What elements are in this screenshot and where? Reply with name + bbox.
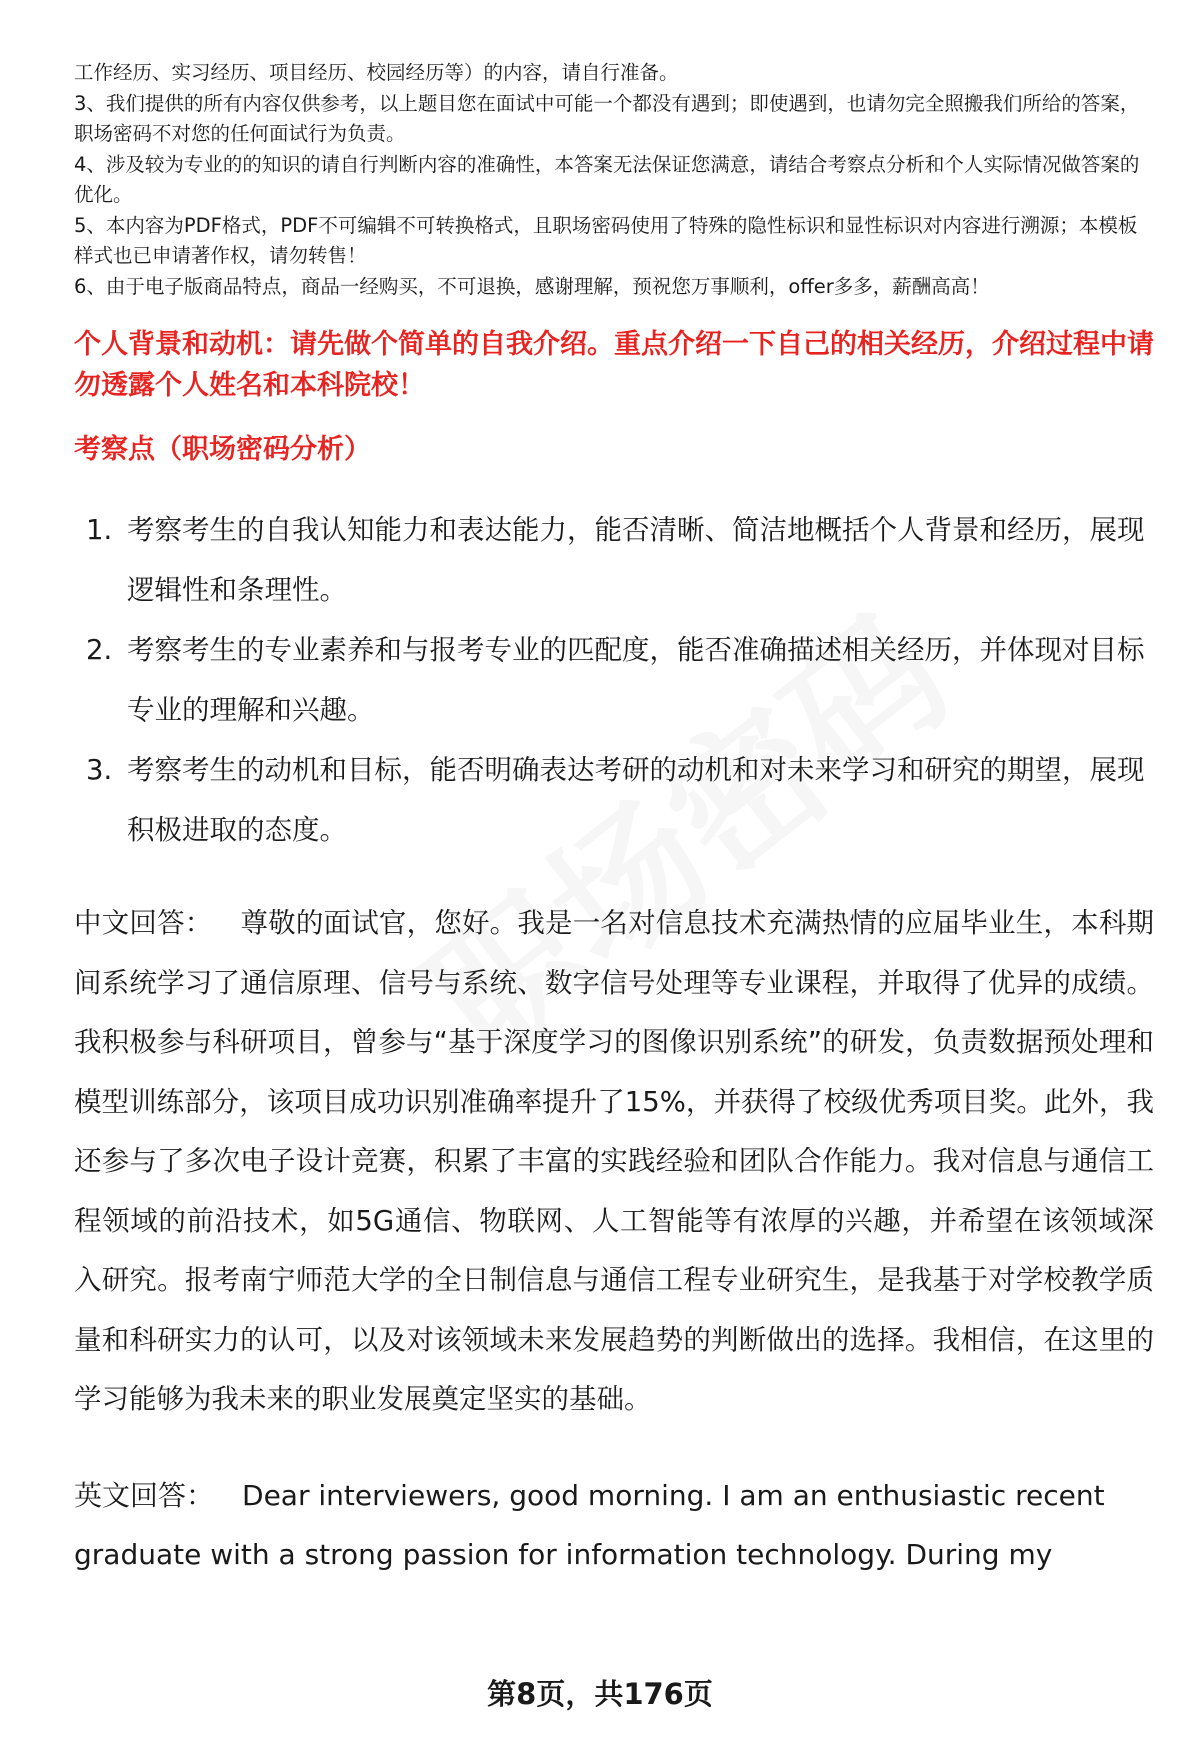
chinese-answer-label: 中文回答： <box>74 907 213 939</box>
page-number: 第8页，共176页 <box>487 1677 713 1711</box>
chinese-answer <box>74 894 1154 1430</box>
english-answer <box>74 1466 1154 1585</box>
english-answer-text: Dear interviewers, good morning. I am an enthusiastic recent graduate with a strong passion for information technology. During my <box>74 1478 1105 1571</box>
analysis-point <box>74 620 1154 740</box>
question-heading: 个人背景和动机：请先做个简单的自我介绍。重点介绍一下自己的相关经历，介绍过程中请勿透露个人姓名和本科院校！ <box>74 329 1154 401</box>
notice-item: 5、本内容为PDF格式，PDF不可编辑不可转换格式，且职场密码使用了特殊的隐性标识和显性标识对内容进行溯源；本模板样式也已申请著作权，请勿转售！ <box>74 213 1138 267</box>
notice-item: 3、我们提供的所有内容仅供参考，以上题目您在面试中可能一个都没有遇到；即使遇到，也请勿完全照搬我们所给的答案，职场密码不对您的任何面试行为负责。 <box>74 91 1140 145</box>
chinese-answer-text: 尊敬的面试官，您好。我是一名对信息技术充满热情的应届毕业生，本科期间系统学习了通信原理、信号与系统、数字信号处理等专业课程，并取得了优异的成绩。我积极参与科研项目，曾参与“基于深度学习的图像识别系统”的研发，负责数据预处理和模型训练部分，该项目成功识别准确率提升了15%，并获得了校级优秀项目奖。此外，我还参与了多次电子设计竞赛，积累了丰富的实践经验和团队合作能力。我对信息与通信工程领域的前沿技术，如5G通信、物联网、人工智能等有浓厚的兴趣，并希望在该领域深入研究。报考南宁师范大学的全日制信息与通信工程专业研究生，是我基于对学校教学质量和科研实力的认可，以及对该领域未来发展趋势的判断做出的选择。我相信，在这里的学习能够为我未来的职业发展奠定坚实的基础。 <box>74 907 1155 1415</box>
page-content <box>74 58 1154 1585</box>
point-text: 考察考生的动机和目标，能否明确表达考研的动机和对未来学习和研究的期望，展现积极进取的态度。 <box>127 754 1145 846</box>
point-number: 3. <box>86 754 113 786</box>
notice-item: 4、涉及较为专业的的知识的请自行判断内容的准确性，本答案无法保证您满意，请结合考察点分析和个人实际情况做答案的优化。 <box>74 152 1140 206</box>
point-text: 考察考生的专业素养和与报考专业的匹配度，能否准确描述相关经历，并体现对目标专业的理解和兴趣。 <box>127 634 1145 726</box>
analysis-point <box>74 500 1154 620</box>
analysis-points <box>74 500 1154 860</box>
point-number: 2. <box>86 634 113 666</box>
notice-item: 工作经历、实习经历、项目经历、校园经历等）的内容，请自行准备。 <box>74 61 679 84</box>
notice-item: 6、由于电子版商品特点，商品一经购买，不可退换，感谢理解，预祝您万事顺利，offer多多，薪酬高高！ <box>74 274 990 298</box>
english-answer-label: 英文回答： <box>74 1478 215 1512</box>
analysis-title: 考察点（职场密码分析） <box>74 434 371 465</box>
notice-list <box>74 58 1154 302</box>
analysis-point <box>74 740 1154 860</box>
point-text: 考察考生的自我认知能力和表达能力，能否清晰、简洁地概括个人背景和经历，展现逻辑性和条理性。 <box>127 514 1145 606</box>
point-number: 1. <box>86 514 113 546</box>
